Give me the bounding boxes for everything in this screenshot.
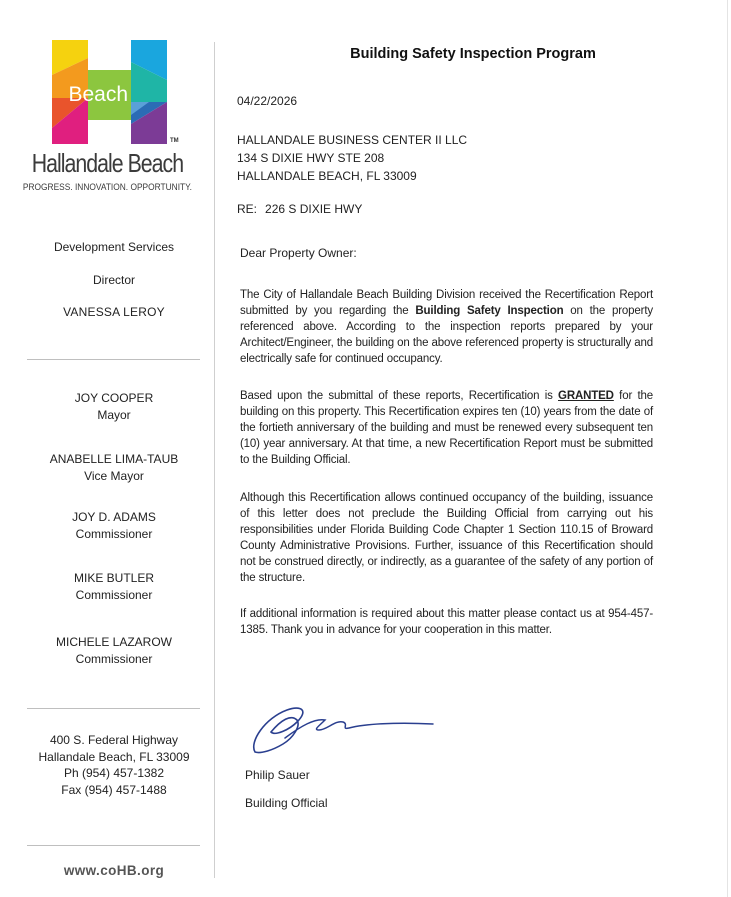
official-role: Commissioner: [75, 588, 153, 602]
official-entry: [0, 390, 228, 424]
official-entry: [0, 634, 228, 668]
paragraph-text: The City of Hallandale Beach Building Division received the Recertification Report submitted by you regarding the: [240, 289, 653, 317]
salutation: Dear Property Owner:: [240, 246, 357, 260]
body-paragraph: Although this Recertification allows continued occupancy of the building, issuance of this letter does not preclude the Building Official from carrying out his responsibilities under Florida Building Code Chapter 1 Section 110.15 of Broward County Administrative Provisions. Further, issuance of this Recertification should not be construed directly, or indirectly, as a guarantee of the safety of any portion of the structure.: [240, 492, 653, 584]
sidebar-divider: [27, 359, 200, 360]
trademark-mark: TM: [170, 138, 179, 144]
hallandale-beach-logo: [52, 40, 167, 150]
letter-date: 04/22/2026: [237, 94, 298, 108]
city-address: [0, 732, 228, 798]
program-title: Building Safety Inspection Program: [350, 46, 596, 62]
fax-line: Fax (954) 457-1488: [61, 782, 167, 797]
department-name: Development Services: [53, 240, 175, 254]
official-name: MIKE BUTLER: [73, 571, 154, 585]
website-link[interactable]: www.coHB.org: [63, 863, 165, 878]
signer-title: Building Official: [245, 796, 328, 810]
address-line: 400 S. Federal Highway: [49, 733, 179, 747]
granted-status: GRANTED: [558, 390, 614, 402]
handwritten-signature: [245, 690, 445, 760]
official-name: JOY COOPER: [74, 391, 154, 405]
paragraph-text: for the building on this property. This Recertification expires ten (10) years from the date of the fortieth anniversary of the building and must be renewed every subsequent ten (10) year anniversary. At that time, a new Recertification Report must be submitted to the Building Official.: [240, 390, 653, 466]
logo-tagline: PROGRESS. INNOVATION. OPPORTUNITY.: [22, 182, 192, 192]
official-entry: [0, 509, 228, 543]
recipient-line: HALLANDALE BEACH, FL 33009: [237, 169, 417, 183]
program-name-bold: Building Safety Inspection: [415, 305, 564, 317]
logo-city-name: Hallandale Beach: [31, 148, 184, 178]
recipient-line: 134 S DIXIE HWY STE 208: [237, 151, 385, 165]
official-role: Mayor: [97, 408, 131, 422]
signer-name: Philip Sauer: [245, 768, 310, 782]
column-divider: [214, 42, 215, 878]
official-role: Vice Mayor: [84, 469, 144, 483]
official-role: Commissioner: [75, 652, 153, 666]
recipient-line: HALLANDALE BUSINESS CENTER II LLC: [237, 133, 468, 147]
official-role: Commissioner: [75, 527, 153, 541]
phone-line: Ph (954) 457-1382: [63, 766, 165, 780]
subject-line: [237, 200, 362, 218]
subject-label: RE:: [237, 202, 258, 216]
paragraph-text: on the property referenced above. According to the inspection reports prepared by your Architect/Engineer, the building on the above referenced property is structurally and electrically safe for continued occupancy.: [240, 305, 653, 365]
official-name: JOY D. ADAMS: [72, 510, 156, 524]
address-line: Hallandale Beach, FL 33009: [38, 749, 190, 764]
body-paragraph: [240, 388, 653, 468]
official-name: ANABELLE LIMA-TAUB: [49, 452, 179, 466]
body-paragraph: If additional information is required about this matter please contact us at 954-457-1385. Thank you in advance for your cooperation in this matter.: [240, 608, 653, 636]
body-paragraph: [240, 287, 653, 367]
subject-value: 226 S DIXIE HWY: [265, 202, 363, 216]
logo-beach-word: Beach: [68, 83, 128, 106]
sidebar-divider: [27, 845, 200, 846]
page-edge: [727, 0, 728, 897]
paragraph-text: Based upon the submittal of these reports, Recertification is: [240, 390, 559, 402]
official-entry: [0, 451, 228, 485]
recipient-address: [237, 131, 467, 185]
director-name: VANESSA LEROY: [63, 305, 165, 319]
director-title: Director: [92, 273, 135, 287]
sidebar-divider: [27, 708, 200, 709]
official-entry: [0, 570, 228, 604]
official-name: MICHELE LAZAROW: [55, 635, 172, 649]
